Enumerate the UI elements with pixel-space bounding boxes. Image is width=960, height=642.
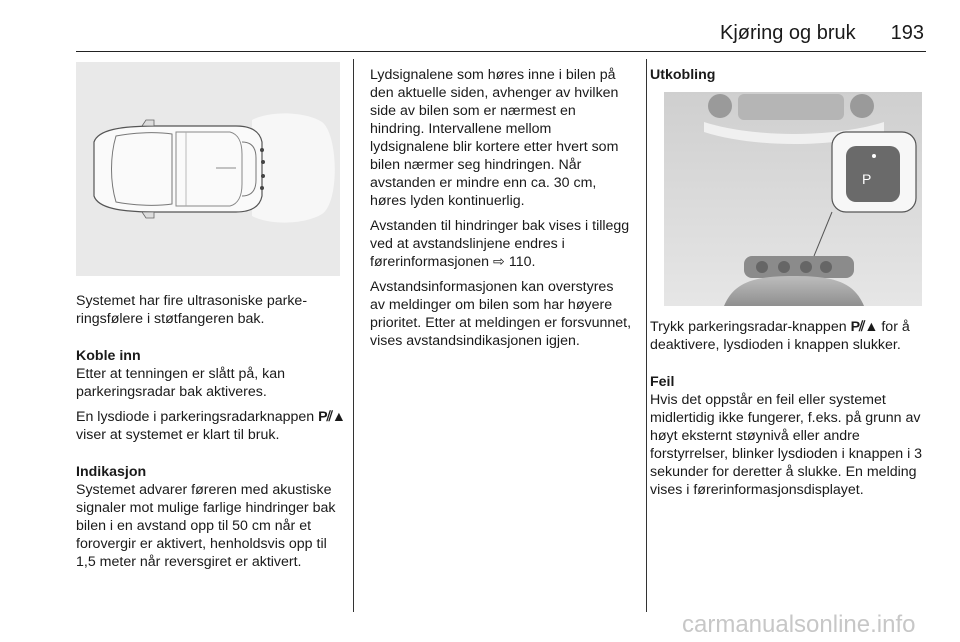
paragraph-utkobling-a: Trykk parkeringsradar-knappen <box>650 319 847 335</box>
heading-feil: Feil <box>650 374 675 390</box>
paragraph-feil: Hvis det oppstår en feil eller systemet midlertidig ikke fungerer, f.eks. på grunn av høyt eksternt støynivå eller andre forstyrrelser, blinker lysdioden i knappen i 3 sekunder for deretter å slukke. En melding vises i førerinformasjonsdisplayet. <box>650 392 923 498</box>
page-header-title: Kjøring og bruk <box>720 22 856 44</box>
car-sensor-illustration <box>76 62 340 276</box>
column-2 <box>370 66 632 357</box>
column-3 <box>650 66 930 84</box>
parking-button-letter: P <box>862 171 872 187</box>
paragraph-utkobling-b: for å deaktivere, lysdioden i knappen slukker. <box>650 319 910 353</box>
watermark: carmanualsonline.info <box>682 611 916 638</box>
page-reference-arrow-icon: ⇨ <box>493 254 505 270</box>
paragraph-koble-inn-2b: viser at systemet er klart til bruk. <box>76 427 280 443</box>
paragraph-overstyring: Avstandsinformasjonen kan overstyres av meldinger om bilen som har høyere prioritet. Etter at meldingen er forsvunnet, vises avstandsindikasjonen igjen. <box>370 279 632 349</box>
paragraph-avstand-b: 110. <box>508 254 536 270</box>
car-top-view-graphic <box>76 62 340 276</box>
heading-indikasjon: Indikasjon <box>76 464 147 480</box>
paragraph-avstand <box>370 217 632 271</box>
parking-radar-button-icon: P⫽▲ <box>850 319 878 335</box>
parking-radar-icon: P⫽▲ <box>318 409 345 425</box>
page-number: 193 <box>890 22 924 44</box>
column-divider-2 <box>646 59 647 612</box>
paragraph-avstand-a: Avstanden til hindringer bak vises i tillegg ved at avstandslinjene endres i førerinformasjonen <box>370 218 630 270</box>
heading-utkobling: Utkobling <box>650 67 716 83</box>
column-3-lower <box>650 318 930 506</box>
paragraph-koble-inn-2a: En lysdiode i parkeringsradarknappen <box>76 409 315 425</box>
center-console-graphic <box>664 92 922 306</box>
paragraph-indikasjon: Systemet advarer føreren med akustiske signaler mot mulige farlige hindringer bak bilen i en avstand opp til 50 cm når et forovergir er aktivert, henholdsvis opp til 1,5 meter når reversgiret er aktivert. <box>76 482 336 570</box>
paragraph-utkobling <box>650 318 930 354</box>
column-1 <box>76 292 348 578</box>
dashboard-button-photo <box>664 92 922 306</box>
intro-paragraph: Systemet har fire ultrasoniske parkeringsfølere i støtfangeren bak. <box>76 293 308 327</box>
paragraph-koble-inn-1: Etter at tenningen er slått på, kan parkeringsradar bak aktiveres. <box>76 366 286 400</box>
heading-koble-inn: Koble inn <box>76 348 141 364</box>
header-rule <box>76 51 926 52</box>
column-divider-1 <box>353 59 354 612</box>
paragraph-lydsignal: Lydsignalene som høres inne i bilen på den aktuelle siden, avhenger av hvilken side av bilen som er nærmest en hindring. Intervallene mellom lydsignalene blir kortere etter hvert som bilen nærmer seg hindringen. Når avstanden er mindre enn ca. 30 cm, høres lyden kontinuerlig. <box>370 67 619 209</box>
paragraph-koble-inn-2 <box>76 408 348 444</box>
